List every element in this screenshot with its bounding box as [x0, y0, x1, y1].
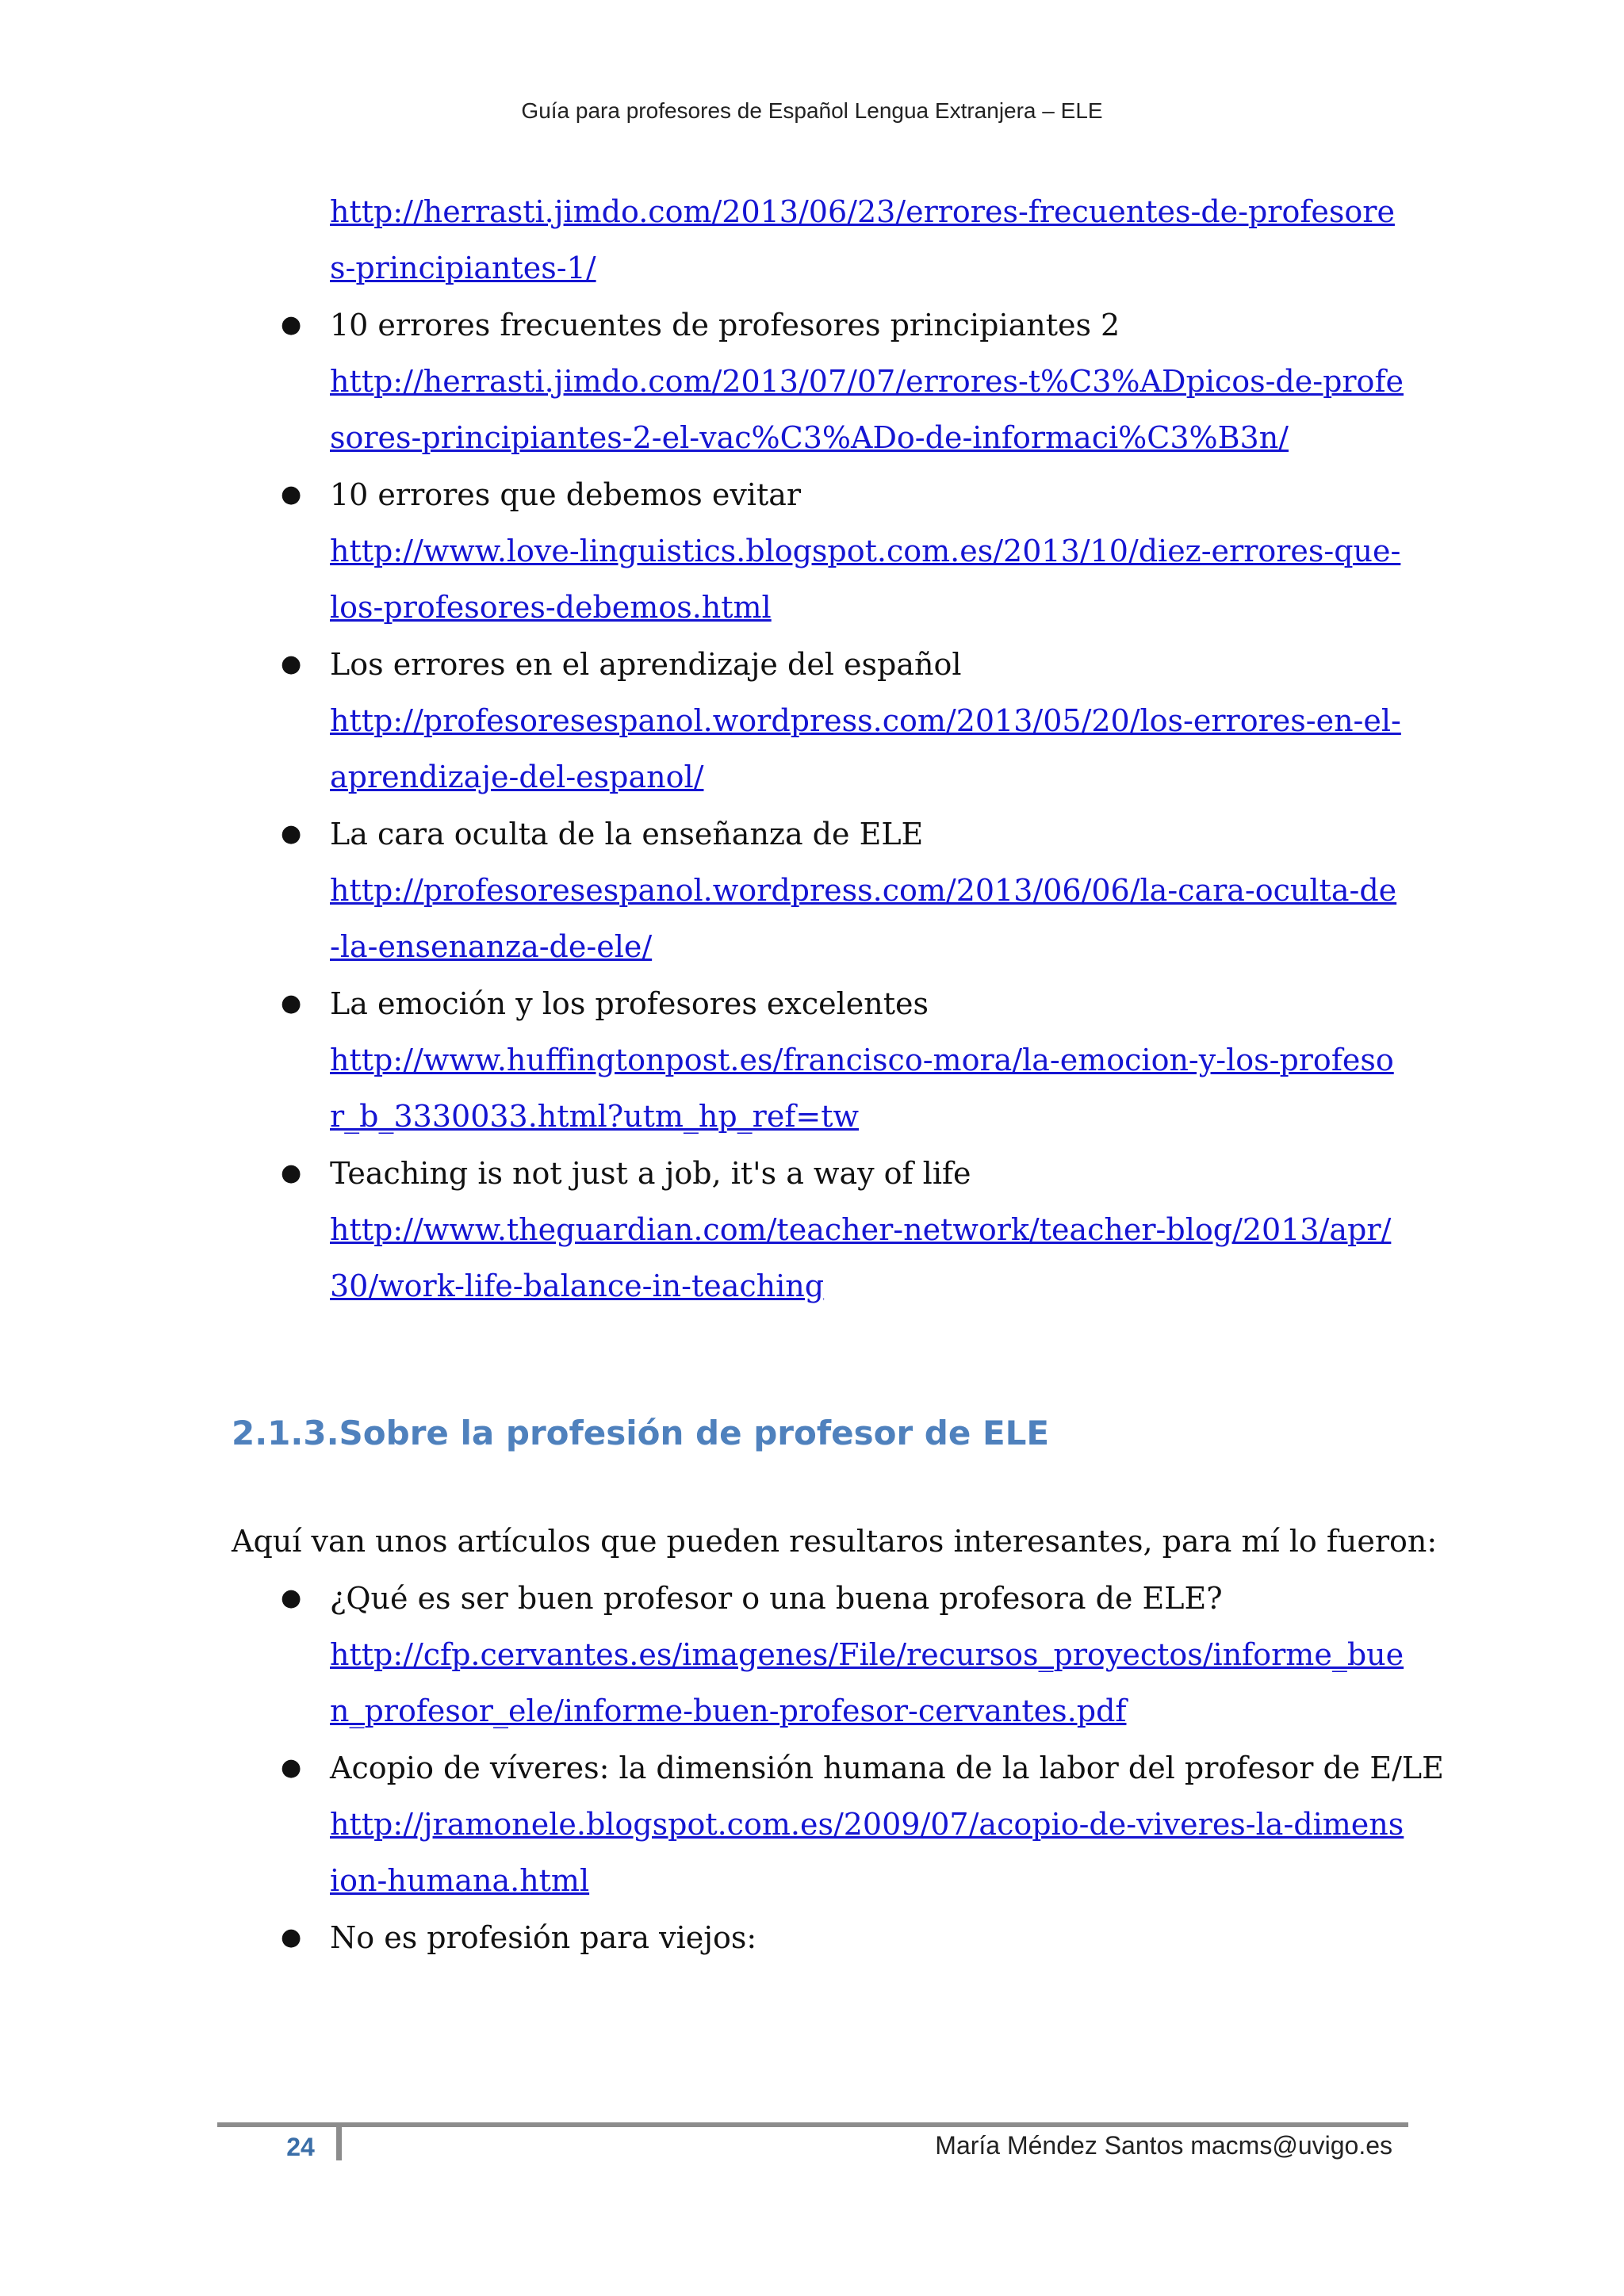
footer-rule	[217, 2122, 1408, 2127]
list-item	[232, 1570, 1405, 1739]
resource-link[interactable]: http://www.huffingtonpost.es/francisco-mora/la-emocion-y-los-profesor_b_3330033.html?utm_hp_ref=tw	[330, 1043, 1394, 1134]
resource-link[interactable]: http://cfp.cervantes.es/imagenes/File/recursos_proyectos/informe_buen_profesor_ele/informe-buen-profesor-cervantes.pdf	[330, 1637, 1404, 1728]
resource-link[interactable]: http://www.love-linguistics.blogspot.com.es/2013/10/diez-errores-que-los-profesores-debemos.html	[330, 534, 1401, 625]
footer-divider	[336, 2122, 342, 2160]
list-item-title: 10 errores frecuentes de profesores principiantes 2	[330, 308, 1120, 342]
list-item	[232, 975, 1405, 1145]
list-item-title: La cara oculta de la enseñanza de ELE	[330, 817, 924, 851]
footer-author: María Méndez Santos macms@uvigo.es	[935, 2131, 1392, 2160]
bullet-icon: ●	[281, 820, 302, 848]
page-content	[232, 184, 1444, 1966]
resource-list-errors	[232, 297, 1405, 1314]
resource-link[interactable]: http://herrasti.jimdo.com/2013/07/07/errores-t%C3%ADpicos-de-profesores-principiantes-2-el-vac%C3%ADo-de-informaci%C3%B3n/	[330, 364, 1404, 455]
bullet-icon: ●	[281, 1584, 302, 1612]
list-item-title: La emoción y los profesores excelentes	[330, 986, 929, 1021]
page-number: 24	[286, 2133, 315, 2161]
bullet-icon: ●	[281, 1159, 302, 1187]
section-heading: 2.1.3.Sobre la profesión de profesor de ELE	[232, 1414, 1050, 1452]
list-item-title: Teaching is not just a job, it's a way of life	[330, 1156, 971, 1191]
resource-list-profession	[232, 1570, 1444, 1966]
list-item-title: 10 errores que debemos evitar	[330, 477, 802, 512]
list-item	[232, 806, 1405, 975]
list-item-title: No es profesión para viejos:	[330, 1920, 757, 1955]
resource-link[interactable]: http://profesoresespanol.wordpress.com/2013/06/06/la-cara-oculta-de-la-ensenanza-de-ele/	[330, 873, 1397, 964]
bullet-icon: ●	[281, 311, 302, 339]
list-item-title: ¿Qué es ser buen profesor o una buena profesora de ELE?	[330, 1581, 1223, 1616]
list-item	[232, 1909, 1405, 1966]
list-item	[232, 297, 1405, 466]
continued-list-item	[330, 184, 1405, 297]
resource-link[interactable]: http://profesoresespanol.wordpress.com/2013/05/20/los-errores-en-el-aprendizaje-del-espanol/	[330, 703, 1401, 794]
resource-link[interactable]: http://www.theguardian.com/teacher-network/teacher-blog/2013/apr/30/work-life-balance-in-teaching	[330, 1212, 1392, 1303]
list-item	[232, 636, 1405, 806]
section-intro: Aquí van unos artículos que pueden resultaros interesantes, para mí lo fueron:	[232, 1524, 1438, 1559]
running-header: Guía para profesores de Español Lengua Extranjera – ELE	[521, 98, 1103, 123]
bullet-icon: ●	[281, 1923, 302, 1951]
bullet-icon: ●	[281, 650, 302, 678]
bullet-icon: ●	[281, 1754, 302, 1781]
list-item	[232, 1739, 1444, 1909]
resource-link[interactable]: http://jramonele.blogspot.com.es/2009/07/acopio-de-viveres-la-dimension-humana.html	[330, 1807, 1404, 1898]
resource-link[interactable]: http://herrasti.jimdo.com/2013/06/23/errores-frecuentes-de-profesores-principiantes-1/	[330, 194, 1395, 285]
list-item-title: Acopio de víveres: la dimensión humana de la labor del profesor de E/LE	[330, 1751, 1444, 1785]
list-item	[232, 466, 1405, 636]
bullet-icon: ●	[281, 989, 302, 1017]
list-item	[232, 1145, 1405, 1314]
bullet-icon: ●	[281, 480, 302, 508]
list-item-title: Los errores en el aprendizaje del español	[330, 647, 962, 682]
